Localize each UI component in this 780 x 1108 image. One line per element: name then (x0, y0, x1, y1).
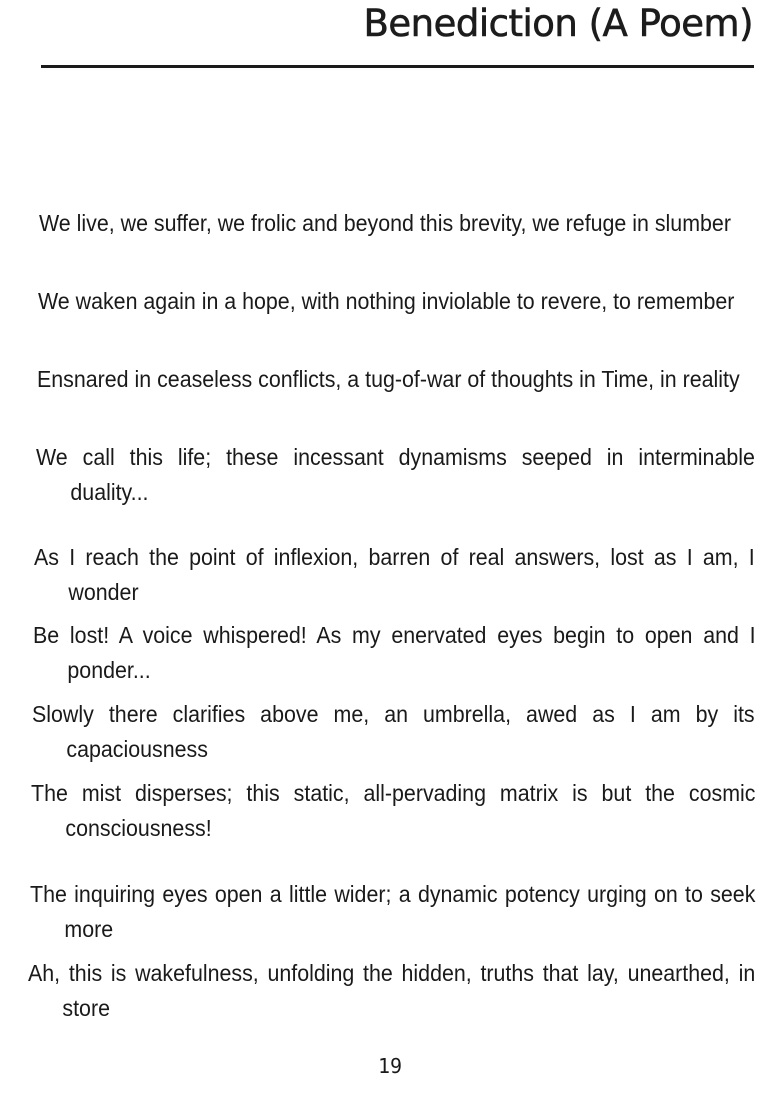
poem-line: We live, we suffer, we frolic and beyond this brevity, we refuge in slumber (39, 210, 731, 236)
poem-line: The inquiring eyes open a little wider; a dynamic potency urging on to seek more (30, 881, 756, 942)
poem-line: Ensnared in ceaseless conflicts, a tug-of-war of thoughts in Time, in reality (37, 366, 740, 392)
poem-line: We call this life; these incessant dynamisms seeped in interminable duality... (36, 444, 755, 505)
poem-line: Slowly there clarifies above me, an umbrella, awed as I am by its capaciousness (32, 701, 755, 762)
poem-line: As I reach the point of inflexion, barren of real answers, lost as I am, I wonder (34, 544, 755, 605)
poem-line: The mist disperses; this static, all-pervading matrix is but the cosmic consciousness! (31, 780, 756, 841)
poem-line: Be lost! A voice whispered! As my enervated eyes begin to open and I ponder... (33, 622, 756, 683)
title-underline-divider (41, 65, 754, 68)
page-number: 19 (377, 1054, 403, 1078)
poem-line: Ah, this is wakefulness, unfolding the hidden, truths that lay, unearthed, in store (28, 960, 756, 1021)
poem-line: We waken again in a hope, with nothing inviolable to revere, to remember (38, 288, 735, 314)
page-title: Benediction (A Poem) (363, 2, 753, 45)
